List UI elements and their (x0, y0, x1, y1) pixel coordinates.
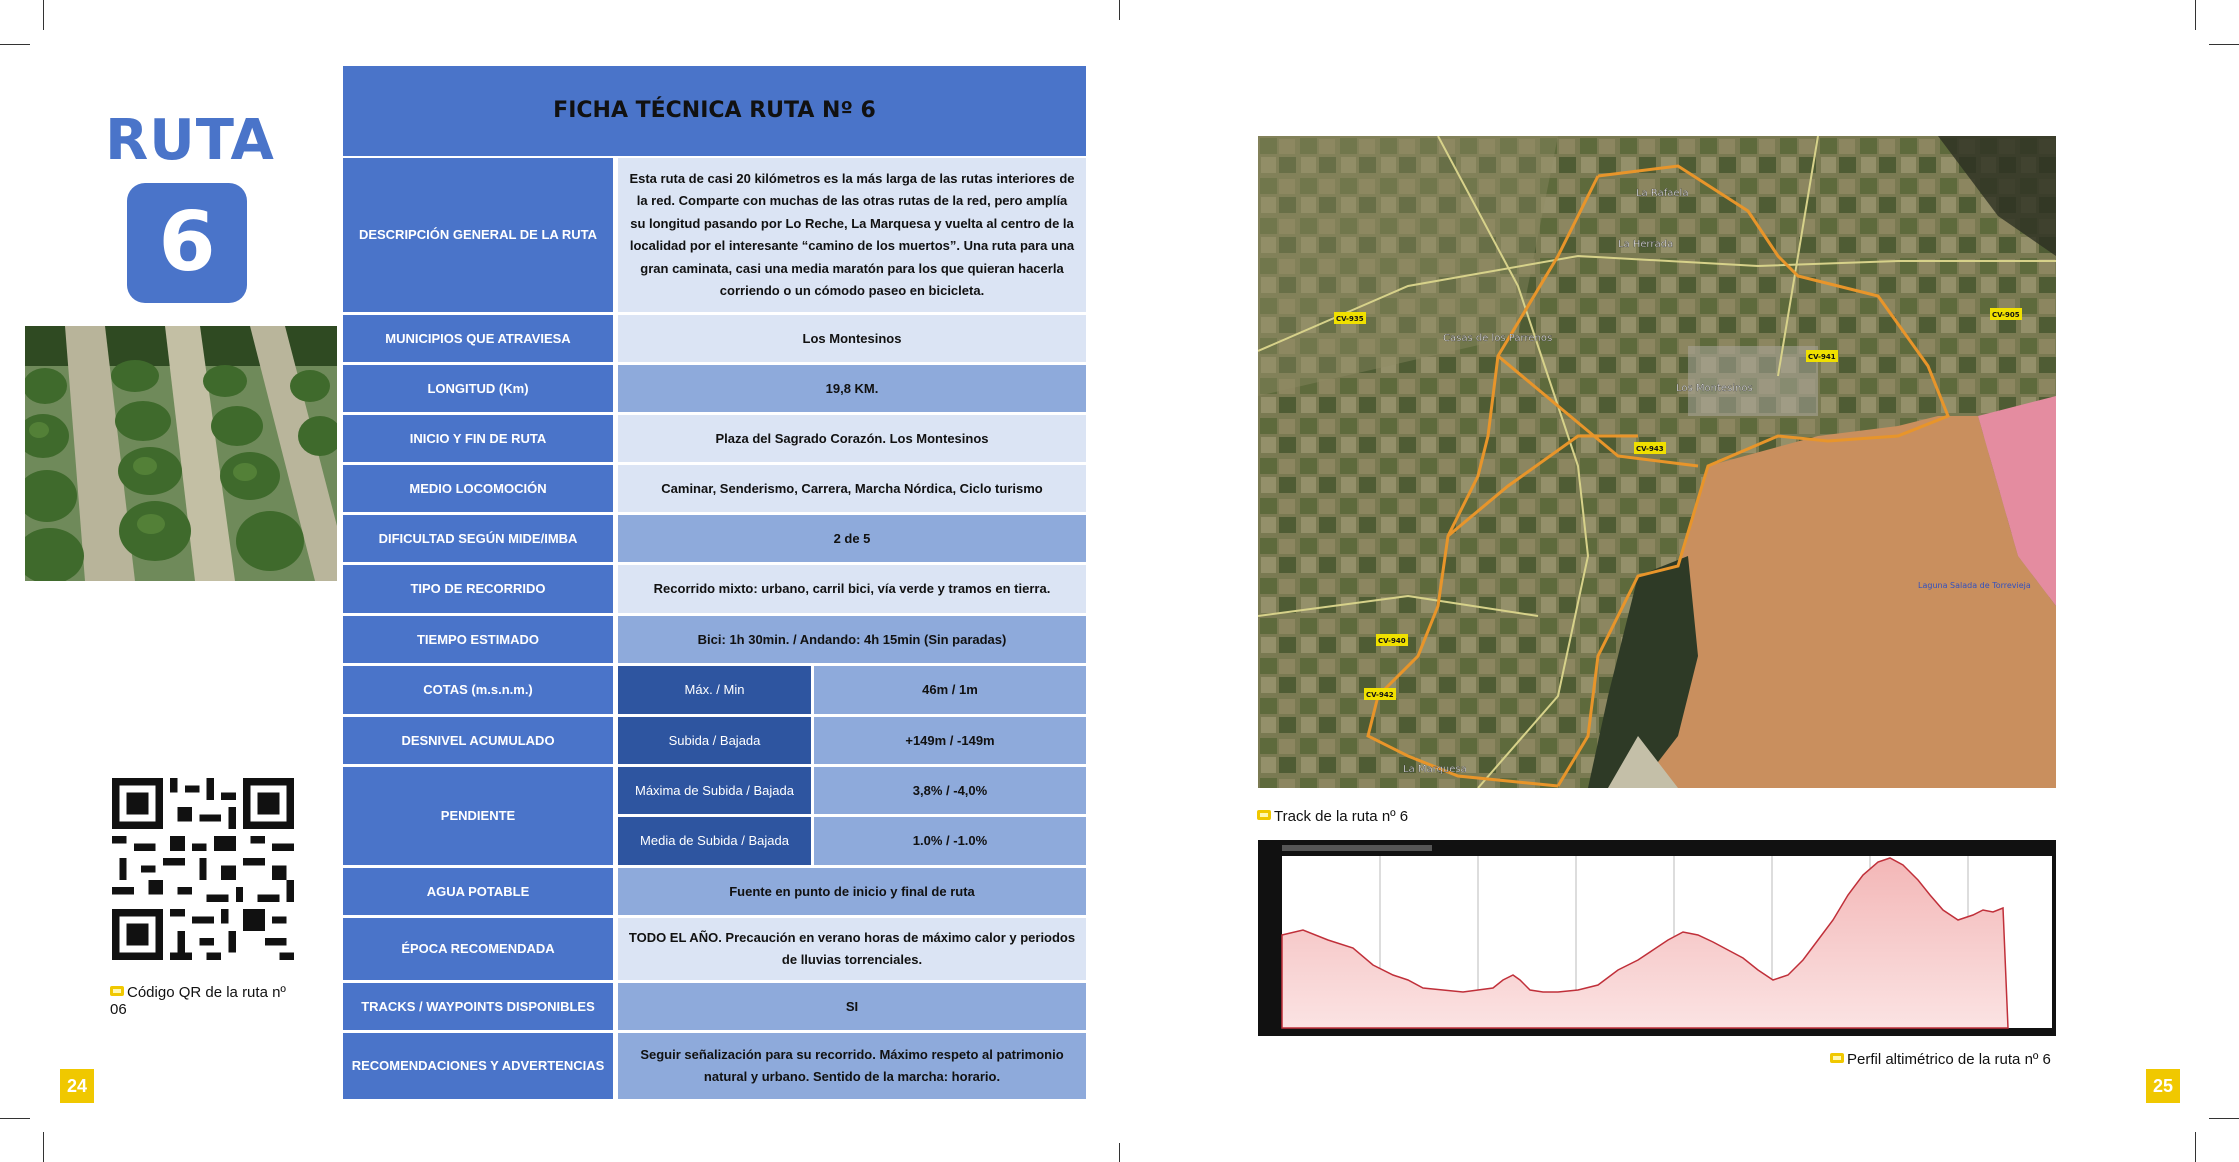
label-recomendaciones: RECOMENDACIONES Y ADVERTENCIAS (343, 1033, 613, 1099)
road-cv943: CV-943 (1636, 445, 1664, 453)
label-pendiente: PENDIENTE (343, 767, 613, 865)
road-cv941: CV-941 (1808, 353, 1836, 361)
qr-code[interactable] (112, 778, 294, 960)
map-caption: Track de la ruta nº 6 (1257, 808, 1408, 825)
page-number-left: 24 (60, 1069, 94, 1103)
label-longitud: LONGITUD (Km) (343, 365, 613, 412)
value-cotas: 46m / 1m (814, 666, 1086, 714)
label-municipios: MUNICIPIOS QUE ATRAVIESA (343, 315, 613, 362)
ruta-title: RUTA (105, 108, 275, 173)
road-cv942: CV-942 (1366, 691, 1394, 699)
map-label-laguna: Laguna Salada de Torrevieja (1918, 581, 2031, 590)
value-tipo: Recorrido mixto: urbano, carril bici, vía verde y tramos en tierra. (618, 565, 1086, 613)
label-inicio: INICIO Y FIN DE RUTA (343, 415, 613, 462)
sub-pendiente-maxima: Máxima de Subida / Bajada (618, 767, 811, 814)
caption-marker-icon (1257, 810, 1271, 820)
value-medio: Caminar, Senderismo, Carrera, Marcha Nórdica, Ciclo turismo (618, 465, 1086, 512)
value-inicio: Plaza del Sagrado Corazón. Los Montesinos (618, 415, 1086, 462)
sub-cotas: Máx. / Min (618, 666, 811, 714)
road-cv905: CV-905 (1992, 311, 2020, 319)
map-label-la-marquesa: La Marquesa (1403, 764, 1467, 775)
label-tiempo: TIEMPO ESTIMADO (343, 616, 613, 663)
sub-pendiente-media: Media de Subida / Bajada (618, 817, 811, 865)
elevation-profile (1258, 840, 2056, 1036)
label-agua: AGUA POTABLE (343, 868, 613, 915)
value-pendiente-maxima: 3,8% / -4,0% (814, 767, 1086, 814)
value-desnivel: +149m / -149m (814, 717, 1086, 764)
ficha-title: FICHA TÉCNICA RUTA Nº 6 (343, 66, 1086, 156)
label-tipo: TIPO DE RECORRIDO (343, 565, 613, 613)
value-recomendaciones: Seguir señalización para su recorrido. Máximo respeto al patrimonio natural y urbano. Sentido de la marcha: horario. (618, 1033, 1086, 1099)
road-cv940: CV-940 (1378, 637, 1406, 645)
qr-caption: Código QR de la ruta nº 06 (110, 984, 286, 1018)
value-dificultad: 2 de 5 (618, 515, 1086, 562)
value-municipios: Los Montesinos (618, 315, 1086, 362)
label-cotas: COTAS (m.s.n.m.) (343, 666, 613, 714)
value-tracks: SI (618, 983, 1086, 1030)
value-epoca: TODO EL AÑO. Precaución en verano horas de máximo calor y periodos de lluvias torrenciales. (618, 918, 1086, 980)
caption-marker-icon (110, 986, 124, 996)
label-dificultad: DIFICULTAD SEGÚN MIDE/IMBA (343, 515, 613, 562)
label-descripcion: DESCRIPCIÓN GENERAL DE LA RUTA (343, 158, 613, 312)
value-tiempo: Bici: 1h 30min. / Andando: 4h 15min (Sin paradas) (618, 616, 1086, 663)
value-longitud: 19,8 KM. (618, 365, 1086, 412)
ruta-number-badge: 6 (127, 183, 247, 303)
map-label-los-montesinos: Los Montesinos (1676, 383, 1753, 394)
route-map (1258, 136, 2056, 788)
label-desnivel: DESNIVEL ACUMULADO (343, 717, 613, 764)
profile-caption: Perfil altimétrico de la ruta nº 6 (1830, 1051, 2051, 1068)
map-label-la-herrada: La Herrada (1618, 239, 1674, 250)
orchard-photo (25, 326, 337, 581)
map-label-la-rafaela: La Rafaela (1636, 188, 1689, 199)
value-pendiente-media: 1.0% / -1.0% (814, 817, 1086, 865)
value-agua: Fuente en punto de inicio y final de ruta (618, 868, 1086, 915)
value-descripcion: Esta ruta de casi 20 kilómetros es la más larga de las rutas interiores de la red. Comparte con muchas de las otras rutas de la red, pero amplía su longitud pasando por Lo Reche, La Marquesa y vuelta al centro de la localidad por el interesante “camino de los muertos”. Una ruta para una gran caminata, casi una media maratón para los que quieran hacerla corriendo o un cómodo paseo en bicicleta. (618, 158, 1086, 312)
map-label-casas-parrenos: Casas de los Parrenos (1443, 333, 1553, 344)
page-number-right: 25 (2146, 1069, 2180, 1103)
label-medio: MEDIO LOCOMOCIÓN (343, 465, 613, 512)
road-cv935: CV-935 (1336, 315, 1364, 323)
label-epoca: ÉPOCA RECOMENDADA (343, 918, 613, 980)
label-tracks: TRACKS / WAYPOINTS DISPONIBLES (343, 983, 613, 1030)
sub-desnivel: Subida / Bajada (618, 717, 811, 764)
caption-marker-icon (1830, 1053, 1844, 1063)
ficha-tecnica-table (343, 66, 1086, 1099)
